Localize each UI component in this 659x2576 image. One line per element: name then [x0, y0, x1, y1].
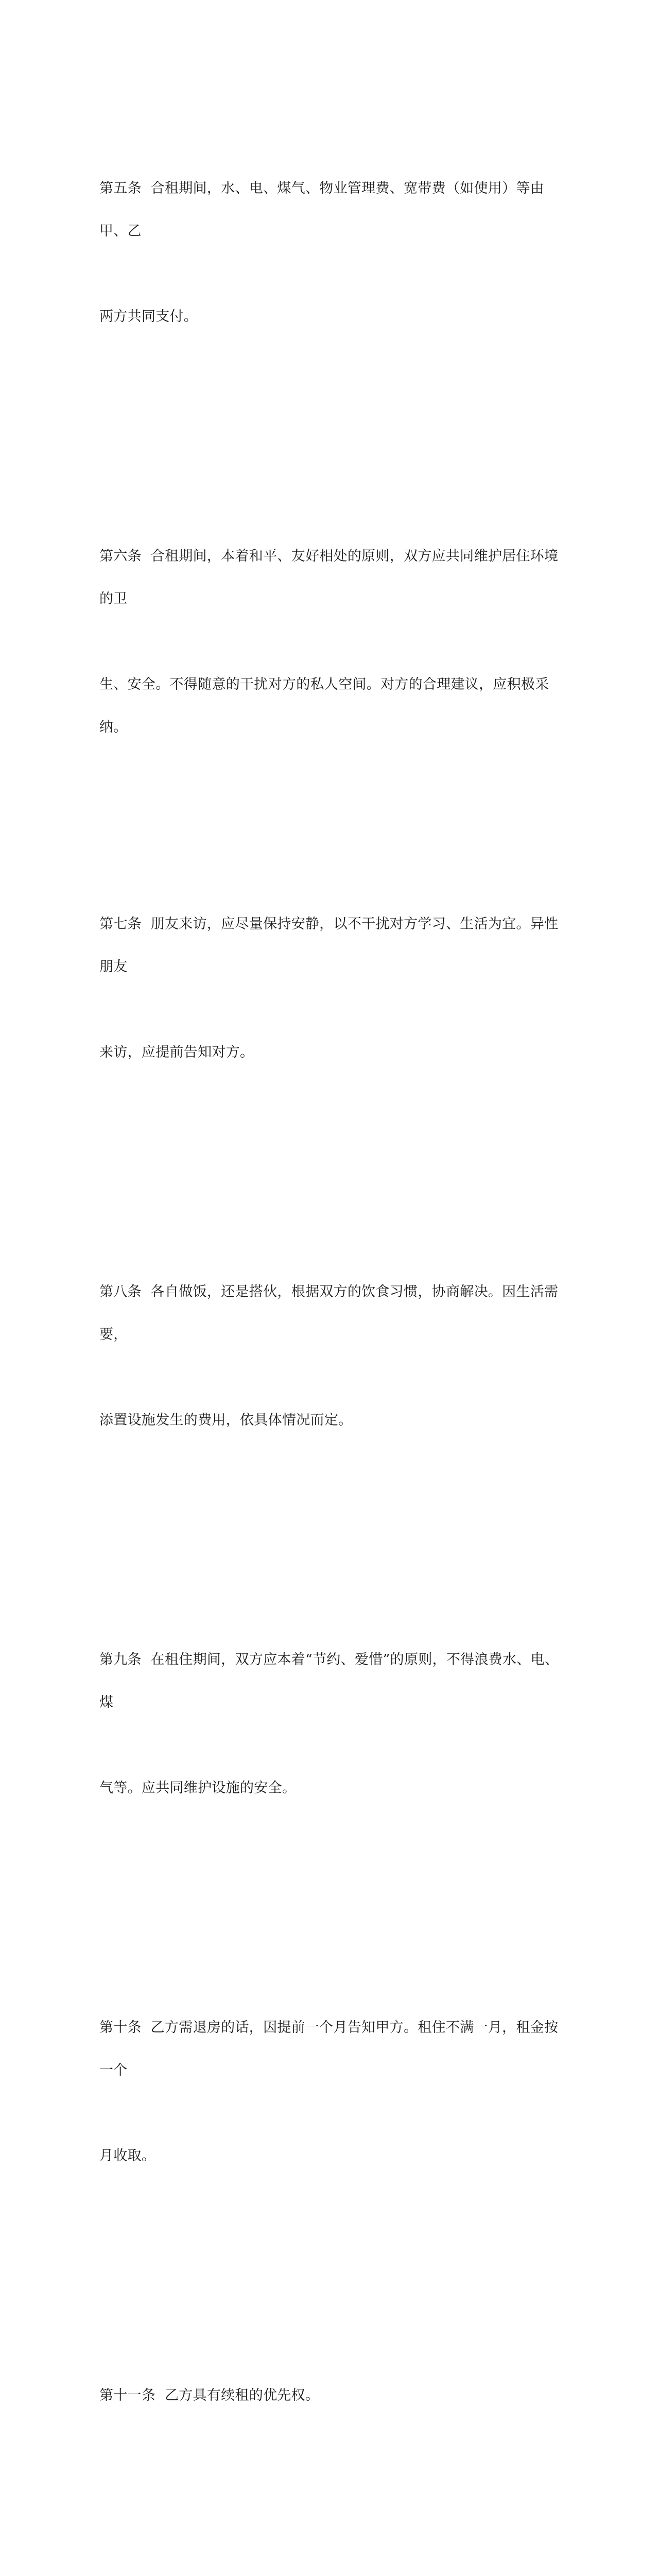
clause-line: 生、安全。不得随意的干扰对方的私人空间。对方的合理建议，应积极采纳。: [99, 676, 549, 735]
clause-12: [99, 2528, 563, 2576]
clause-line: 月收取。: [99, 2148, 156, 2164]
clause-line: 第十条 乙方需退房的话，因提前一个月告知甲方。租住不满一月，租金按一个: [99, 2020, 559, 2078]
clause-5: [99, 81, 563, 423]
clause-9: [99, 1553, 563, 1895]
clause-line: 第五条 合租期间，水、电、煤气、物业管理费、宽带费（如使用）等由甲、乙: [99, 180, 545, 239]
clause-10: [99, 1921, 563, 2263]
clause-line: 第十一条 乙方具有续租的优先权。: [99, 2387, 320, 2403]
document-body: [99, 81, 563, 2576]
clause-line: 第九条 在租住期间，双方应本着“节约、爱惜”的原则，不得浪费水、电、煤: [99, 1652, 559, 1710]
clause-11: [99, 2289, 563, 2502]
clause-6: [99, 449, 563, 791]
clause-line: 添置设施发生的费用，依具体情况而定。: [99, 1412, 353, 1428]
clause-line: 两方共同支付。: [99, 309, 198, 325]
clause-line: 来访，应提前告知对方。: [99, 1044, 254, 1060]
clause-line: 第六条 合租期间，本着和平、友好相处的原则，双方应共同维护居住环境的卫: [99, 548, 559, 607]
clause-line: 气等。应共同维护设施的安全。: [99, 1780, 297, 1796]
clause-8: [99, 1185, 563, 1527]
clause-7: [99, 817, 563, 1159]
clause-line: 第八条 各自做饭，还是搭伙，根据双方的饮食习惯，协商解决。因生活需要，: [99, 1284, 559, 1343]
clause-line: 第七条 朋友来访，应尽量保持安静，以不干扰对方学习、生活为宜。异性朋友: [99, 916, 559, 975]
